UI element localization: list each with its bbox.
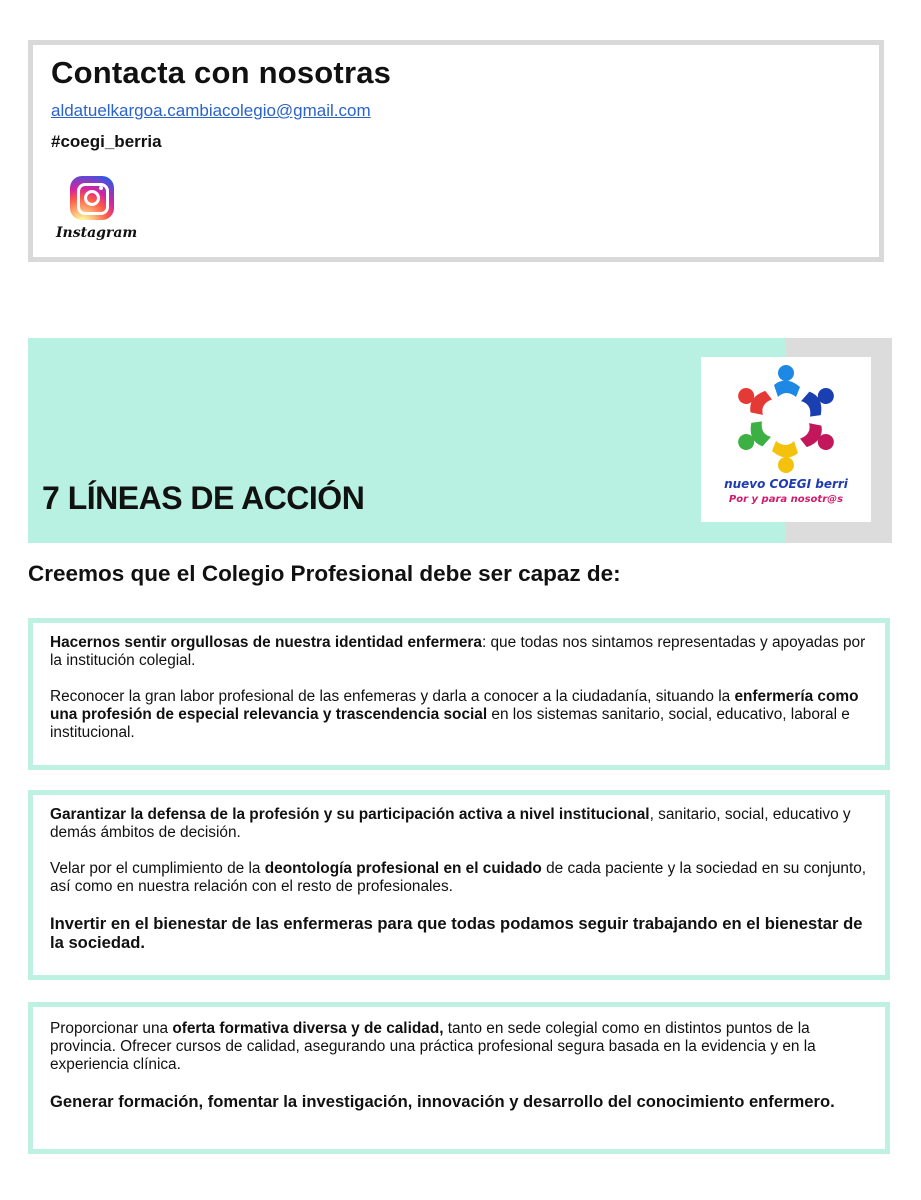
card-bold-paragraph: Generar formación, fomentar la investigación, innovación y desarrollo del conocimiento enfermero. (50, 1092, 835, 1111)
card-paragraph (50, 688, 868, 742)
instagram-icon (70, 176, 114, 220)
contact-title: Contacta con nosotras (51, 55, 392, 90)
coegi-logo (701, 357, 871, 522)
card-paragraph (50, 806, 868, 842)
card-paragraph (50, 1020, 868, 1074)
card-bold-text: enfermería como una profesión de especial relevancia y trascendencia social (50, 688, 859, 723)
contact-box (28, 40, 884, 262)
card-bold-text: Garantizar la defensa de la profesión y su participación activa a nivel institucional (50, 806, 650, 823)
card-bold-text: oferta formativa diversa y de calidad, (172, 1020, 444, 1037)
card-text: tanto en sede colegial como en distintos puntos de la provincia. Ofrecer cursos de calidad, asegurando una práctica profesional segura basada en la evidencia y en la experiencia clínica. (50, 1020, 816, 1073)
card-text: Proporcionar una (50, 1020, 173, 1037)
card-text: Velar por el cumplimiento de la (50, 860, 265, 877)
card-paragraph (50, 634, 868, 670)
card-paragraph (50, 860, 868, 896)
instagram-link[interactable] (51, 173, 138, 243)
banner-title: 7 LÍNEAS DE ACCIÓN (42, 480, 365, 516)
action-card (28, 1002, 890, 1154)
card-bold-text: deontología profesional en el cuidado (264, 860, 542, 877)
instagram-label: Instagram (56, 225, 138, 241)
section-subheading: Creemos que el Colegio Profesional debe ser capaz de: (28, 561, 621, 586)
action-card (28, 618, 890, 770)
card-text: , sanitario, social, educativo y demás ámbitos de decisión. (50, 806, 851, 841)
contact-hashtag: #coegi_berria (51, 132, 162, 151)
card-text: en los sistemas sanitario, social, educativo, laboral e institucional. (50, 706, 850, 741)
action-lines-banner (28, 338, 892, 543)
logo-figure (774, 365, 800, 397)
action-card (28, 790, 890, 980)
logo-text-name: nuevo COEGI berri (724, 477, 848, 491)
logo-text-tagline: Por y para nosotr@s (728, 494, 844, 505)
contact-email-link[interactable]: aldatuelkargoa.cambiacolegio@gmail.com (51, 101, 371, 120)
card-bold-text: Hacernos sentir orgullosas de nuestra identidad enfermera (50, 634, 482, 651)
card-text: Reconocer la gran labor profesional de las enfemeras y darla a conocer a la ciudadanía, situando la (50, 688, 735, 705)
card-text: de cada paciente y la sociedad en su conjunto, así como en nuestra relación con el resto de profesionales. (50, 860, 867, 895)
card-text: : que todas nos sintamos representadas y apoyadas por la institución colegial. (50, 634, 866, 669)
card-bold-paragraph: Invertir en el bienestar de las enfermeras para que todas podamos seguir trabajando en el bienestar de la sociedad. (50, 914, 863, 952)
people-circle-logo-icon (701, 357, 871, 477)
